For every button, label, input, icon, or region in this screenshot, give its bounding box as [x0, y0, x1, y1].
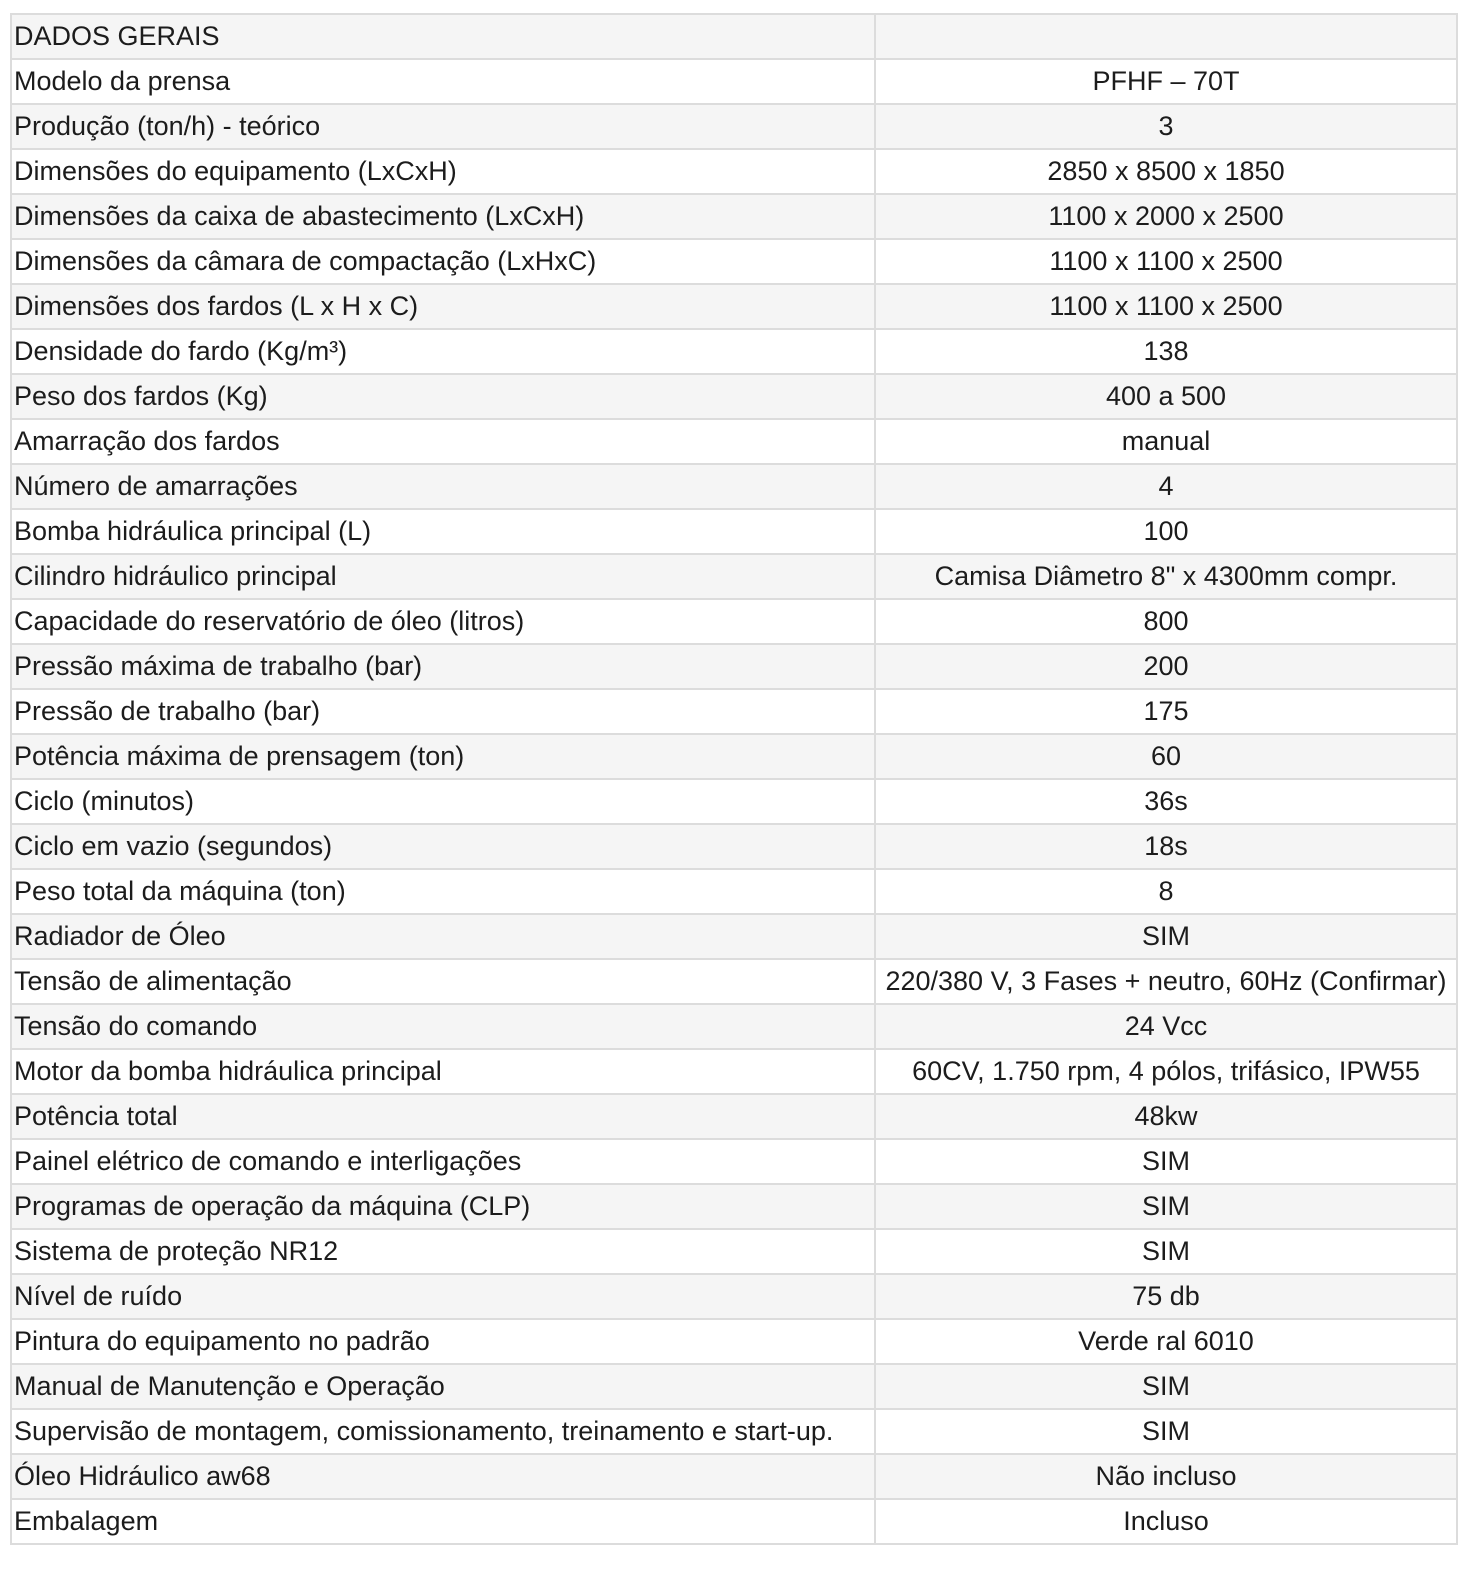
row-value: Não incluso — [875, 1454, 1457, 1499]
row-value: SIM — [875, 1409, 1457, 1454]
row-label: Tensão de alimentação — [11, 959, 875, 1004]
row-value: 2850 x 8500 x 1850 — [875, 149, 1457, 194]
table-row — [11, 1319, 1457, 1364]
row-label: Ciclo (minutos) — [11, 779, 875, 824]
row-value: 1100 x 1100 x 2500 — [875, 284, 1457, 329]
table-row — [11, 644, 1457, 689]
table-row — [11, 1094, 1457, 1139]
row-label: Manual de Manutenção e Operação — [11, 1364, 875, 1409]
row-value: 138 — [875, 329, 1457, 374]
row-value: SIM — [875, 1139, 1457, 1184]
row-value: 4 — [875, 464, 1457, 509]
row-value: PFHF – 70T — [875, 59, 1457, 104]
row-value: 1100 x 1100 x 2500 — [875, 239, 1457, 284]
table-row — [11, 914, 1457, 959]
row-label: Pintura do equipamento no padrão — [11, 1319, 875, 1364]
table-row — [11, 1004, 1457, 1049]
row-label: Peso dos fardos (Kg) — [11, 374, 875, 419]
row-label: Nível de ruído — [11, 1274, 875, 1319]
table-row — [11, 1139, 1457, 1184]
table-row — [11, 239, 1457, 284]
row-value: Incluso — [875, 1499, 1457, 1544]
row-label: Cilindro hidráulico principal — [11, 554, 875, 599]
row-value: 75 db — [875, 1274, 1457, 1319]
row-label: Motor da bomba hidráulica principal — [11, 1049, 875, 1094]
row-value: 60CV, 1.750 rpm, 4 pólos, trifásico, IPW55 — [875, 1049, 1457, 1094]
row-value: 8 — [875, 869, 1457, 914]
table-row — [11, 329, 1457, 374]
row-value: manual — [875, 419, 1457, 464]
row-label: Potência total — [11, 1094, 875, 1139]
table-row — [11, 959, 1457, 1004]
table-row — [11, 1409, 1457, 1454]
row-label: Dimensões da caixa de abastecimento (LxCxH) — [11, 194, 875, 239]
table-row — [11, 419, 1457, 464]
row-label: Tensão do comando — [11, 1004, 875, 1049]
table-row — [11, 464, 1457, 509]
row-value: 800 — [875, 599, 1457, 644]
row-label: Radiador de Óleo — [11, 914, 875, 959]
row-label: Dimensões da câmara de compactação (LxHxC) — [11, 239, 875, 284]
header-value — [875, 14, 1457, 59]
row-label: Modelo da prensa — [11, 59, 875, 104]
table-header-row — [11, 14, 1457, 59]
row-label: Óleo Hidráulico aw68 — [11, 1454, 875, 1499]
table-row — [11, 59, 1457, 104]
table-row — [11, 554, 1457, 599]
row-label: Embalagem — [11, 1499, 875, 1544]
row-label: Sistema de proteção NR12 — [11, 1229, 875, 1274]
row-label: Pressão de trabalho (bar) — [11, 689, 875, 734]
spec-table-body — [11, 14, 1457, 1544]
table-row — [11, 1274, 1457, 1319]
table-row — [11, 374, 1457, 419]
row-label: Bomba hidráulica principal (L) — [11, 509, 875, 554]
row-value: SIM — [875, 1229, 1457, 1274]
row-label: Dimensões do equipamento (LxCxH) — [11, 149, 875, 194]
row-value: 24 Vcc — [875, 1004, 1457, 1049]
row-value: 175 — [875, 689, 1457, 734]
table-row — [11, 824, 1457, 869]
table-row — [11, 1454, 1457, 1499]
table-row — [11, 1184, 1457, 1229]
table-row — [11, 104, 1457, 149]
row-value: 100 — [875, 509, 1457, 554]
row-value: Verde ral 6010 — [875, 1319, 1457, 1364]
row-value: 48kw — [875, 1094, 1457, 1139]
table-row — [11, 779, 1457, 824]
row-label: Supervisão de montagem, comissionamento, treinamento e start-up. — [11, 1409, 875, 1454]
row-value: 18s — [875, 824, 1457, 869]
table-row — [11, 869, 1457, 914]
table-row — [11, 1229, 1457, 1274]
row-value: SIM — [875, 1364, 1457, 1409]
spec-table — [10, 13, 1458, 1545]
table-row — [11, 149, 1457, 194]
table-row — [11, 284, 1457, 329]
table-row — [11, 734, 1457, 779]
row-label: Programas de operação da máquina (CLP) — [11, 1184, 875, 1229]
table-row — [11, 1364, 1457, 1409]
row-value: 200 — [875, 644, 1457, 689]
table-row — [11, 509, 1457, 554]
row-label: Dimensões dos fardos (L x H x C) — [11, 284, 875, 329]
row-value: SIM — [875, 914, 1457, 959]
row-value: 60 — [875, 734, 1457, 779]
row-value: Camisa Diâmetro 8" x 4300mm compr. — [875, 554, 1457, 599]
row-label: Produção (ton/h) - teórico — [11, 104, 875, 149]
row-label: Capacidade do reservatório de óleo (litros) — [11, 599, 875, 644]
row-label: Painel elétrico de comando e interligações — [11, 1139, 875, 1184]
row-label: Densidade do fardo (Kg/m³) — [11, 329, 875, 374]
table-row — [11, 599, 1457, 644]
row-label: Ciclo em vazio (segundos) — [11, 824, 875, 869]
row-value: 220/380 V, 3 Fases + neutro, 60Hz (Confirmar) — [875, 959, 1457, 1004]
row-value: 400 a 500 — [875, 374, 1457, 419]
row-label: Potência máxima de prensagem (ton) — [11, 734, 875, 779]
table-row — [11, 689, 1457, 734]
row-label: Pressão máxima de trabalho (bar) — [11, 644, 875, 689]
table-row — [11, 1499, 1457, 1544]
table-row — [11, 1049, 1457, 1094]
row-value: 1100 x 2000 x 2500 — [875, 194, 1457, 239]
row-label: Peso total da máquina (ton) — [11, 869, 875, 914]
row-value: SIM — [875, 1184, 1457, 1229]
row-label: Amarração dos fardos — [11, 419, 875, 464]
row-label: Número de amarrações — [11, 464, 875, 509]
row-value: 3 — [875, 104, 1457, 149]
table-row — [11, 194, 1457, 239]
header-label: DADOS GERAIS — [11, 14, 875, 59]
row-value: 36s — [875, 779, 1457, 824]
